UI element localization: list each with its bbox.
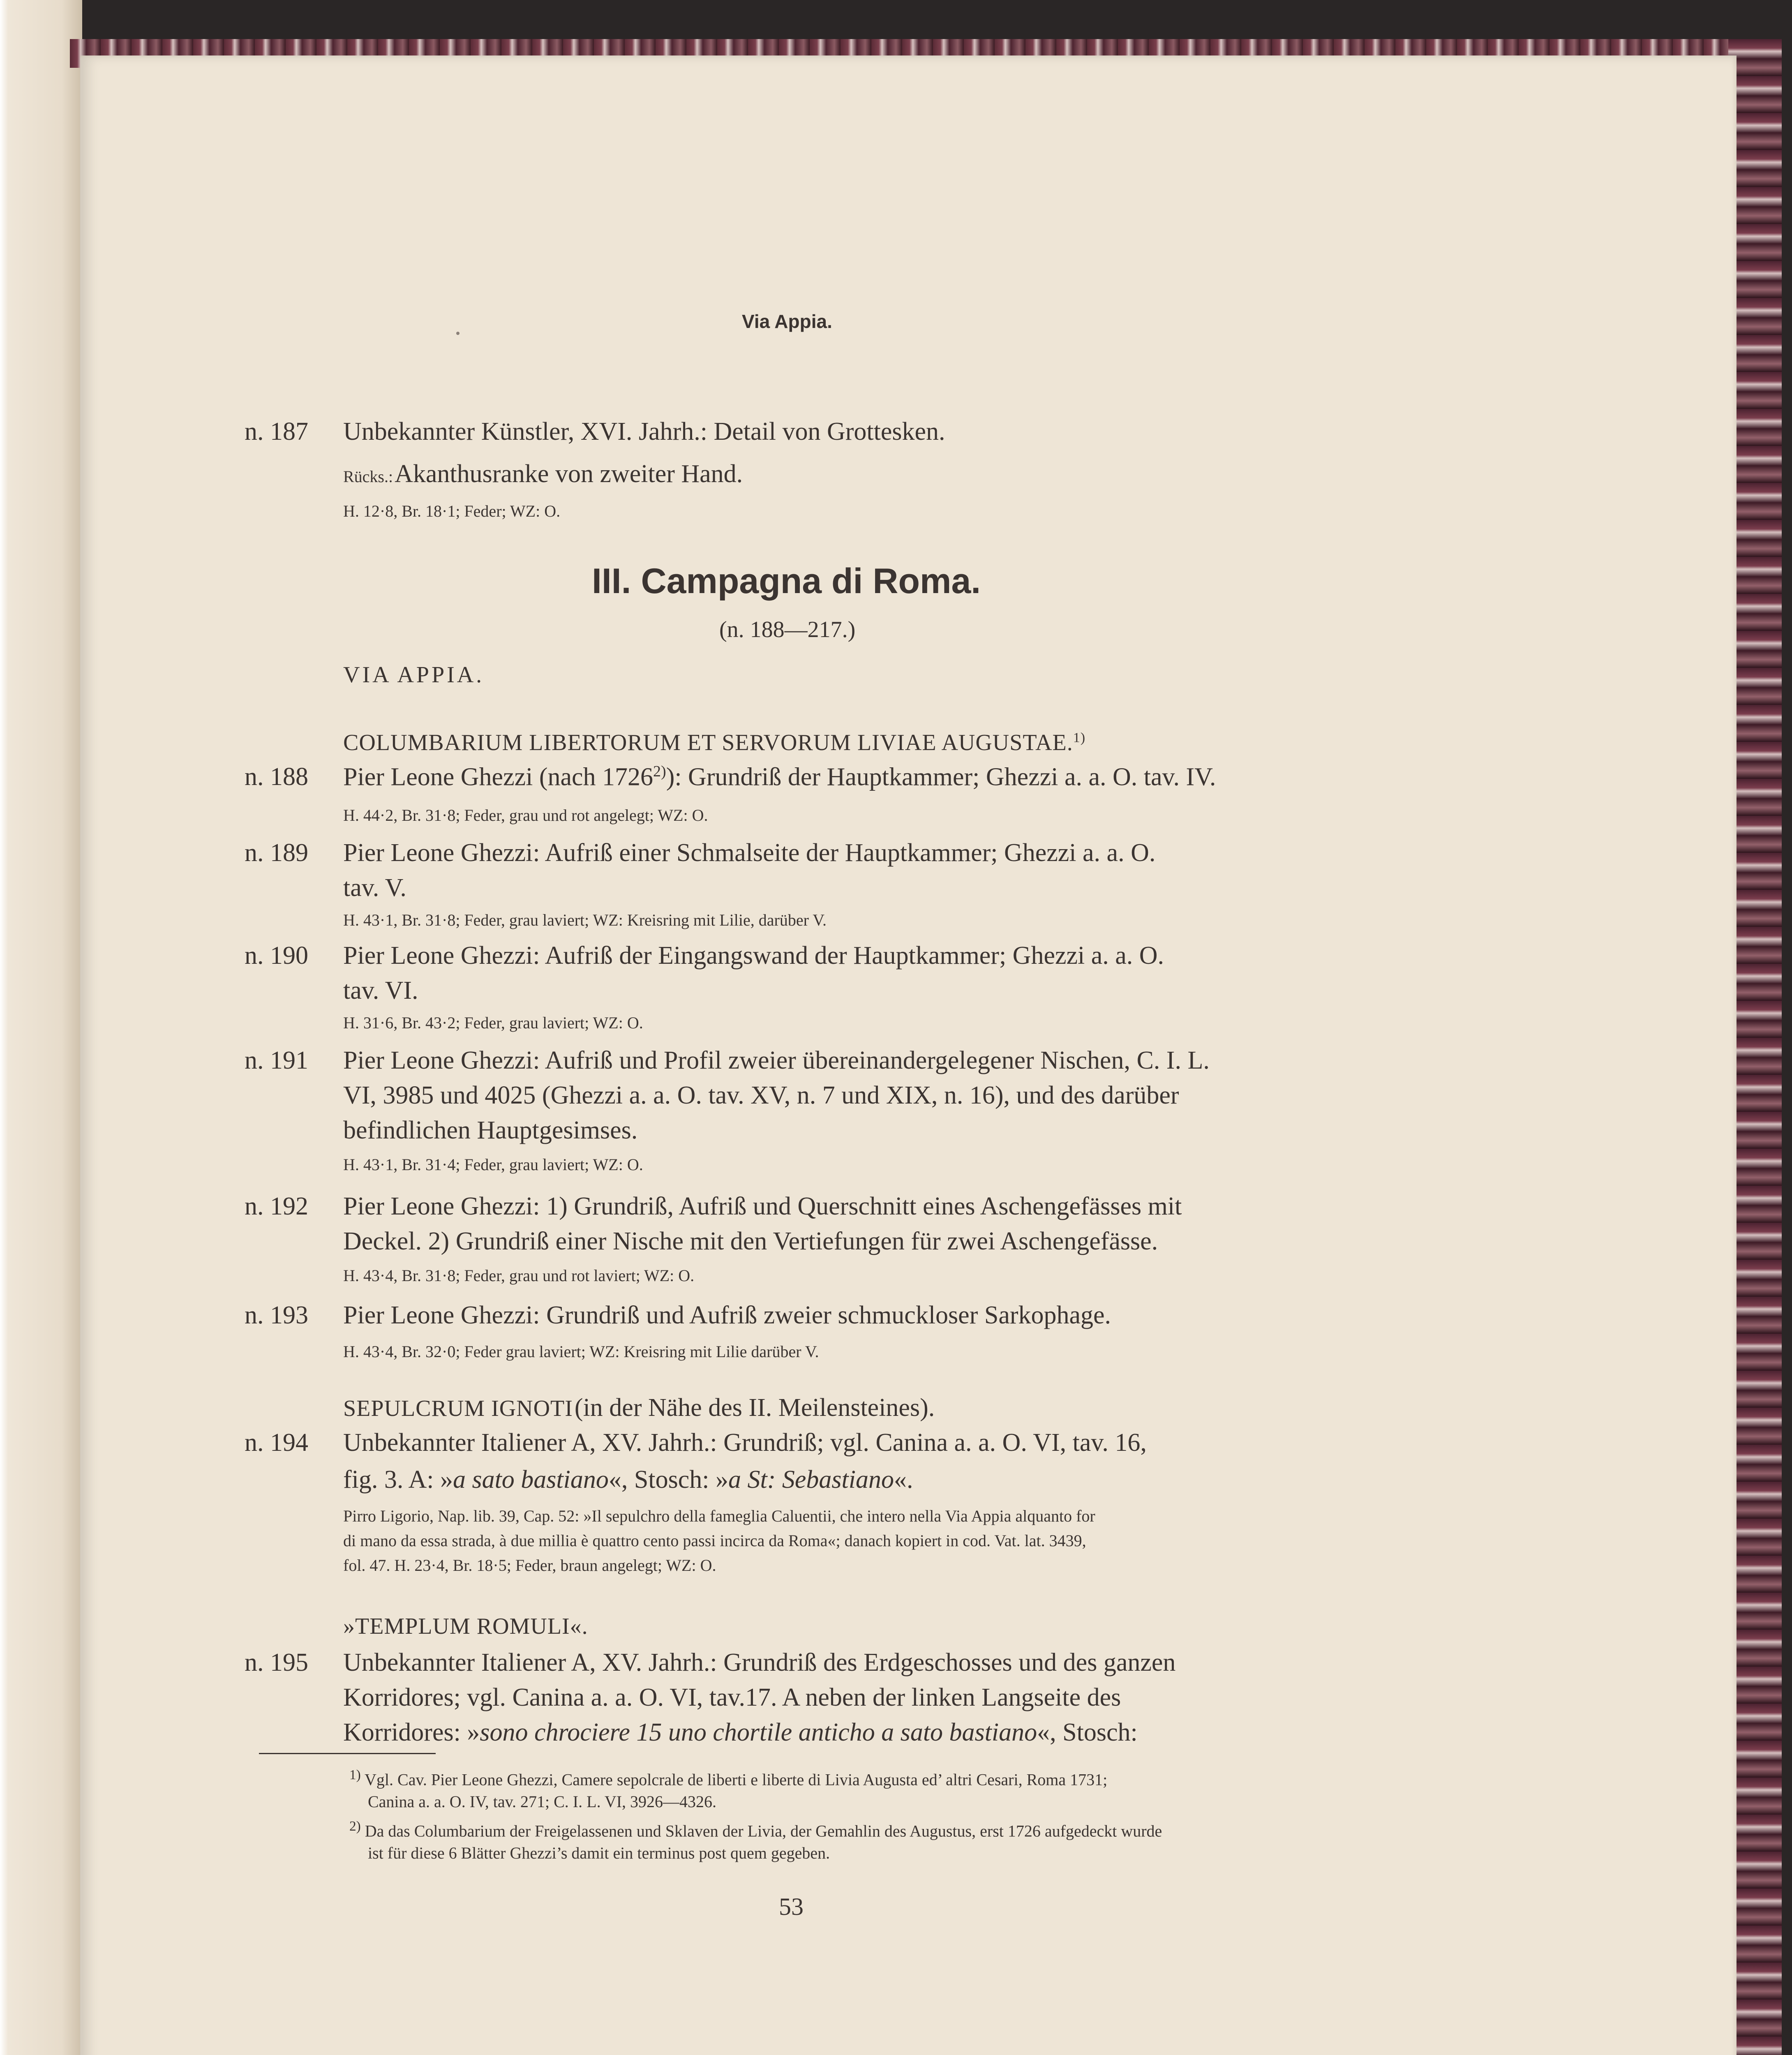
entry-text-b: ): Grundriß der Hauptkammer; Ghezzi a. a. O. tav. IV.: [666, 763, 1216, 791]
entry-text: [343, 1718, 1138, 1747]
book-page: [80, 55, 1737, 2055]
footnote-text: Vgl. Cav. Pier Leone Ghezzi, Camere sepolcrale de liberti e liberte di Livia Augusta ed’ altri Cesari, Roma 1731;: [365, 1770, 1108, 1789]
subsection-heading: [343, 1393, 935, 1422]
entry-text: VI, 3985 und 4025 (Ghezzi a. a. O. tav. XV, n. 7 und XIX, n. 16), und des darüber: [343, 1081, 1179, 1109]
speck: [456, 332, 460, 335]
subsection-heading: [343, 730, 1085, 756]
entry-note: fol. 47. H. 23·4, Br. 18·5; Feder, braun angelegt; WZ: O.: [343, 1556, 716, 1575]
entry-meta: H. 43·1, Br. 31·4; Feder, grau laviert; WZ: O.: [343, 1155, 643, 1174]
footnote-text: Da das Columbarium der Freigelassenen und Sklaven der Livia, der Gemahlin des Augustus, erst 1726 aufgedeckt wurde: [365, 1822, 1162, 1840]
entry-text: Unbekannter Italiener A, XV. Jahrh.: Grundriß; vgl. Canina a. a. O. VI, tav. 16,: [343, 1429, 1147, 1457]
section-title: III. Campagna di Roma.: [592, 561, 981, 601]
entry-number: n. 188: [245, 763, 308, 791]
entry-text: Unbekannter Künstler, XVI. Jahrh.: Detail von Grottesken.: [343, 418, 945, 446]
footnote-marker: 2): [349, 1819, 361, 1834]
footnote-rule: [259, 1753, 436, 1754]
running-head: Via Appia.: [742, 311, 832, 332]
entry-text: tav. V.: [343, 874, 406, 902]
entry-text: Deckel. 2) Grundriß einer Nische mit den Vertiefungen für zwei Aschengefässe.: [343, 1227, 1158, 1255]
subsection-heading-caps: SEPULCRUM IGNOTI: [343, 1396, 573, 1421]
entry-meta: H. 44·2, Br. 31·8; Feder, grau und rot angelegt; WZ: O.: [343, 806, 708, 824]
entry-number: n. 191: [245, 1046, 308, 1074]
entry-text-a: fig. 3. A: »: [343, 1466, 453, 1494]
entry-text-b: «, Stosch: »: [608, 1466, 728, 1494]
book-gutter: [0, 0, 82, 2055]
entry-text: Pier Leone Ghezzi: 1) Grundriß, Aufriß und Querschnitt eines Aschengefässes mit: [343, 1192, 1182, 1220]
entry-number: n. 194: [245, 1429, 308, 1457]
entry-text: Unbekannter Italiener A, XV. Jahrh.: Grundriß des Erdgeschosses und des ganzen: [343, 1649, 1176, 1676]
entry-number: n. 187: [245, 418, 308, 446]
entry-number: n. 189: [245, 839, 308, 867]
entry-text: Korridores; vgl. Canina a. a. O. VI, tav.17. A neben der linken Langseite des: [343, 1683, 1121, 1711]
footnote-marker: 1): [1073, 730, 1086, 746]
entry-meta: H. 31·6, Br. 43·2; Feder, grau laviert; WZ: O.: [343, 1014, 643, 1032]
quoted-inscription: a St: Sebastiano: [728, 1466, 894, 1494]
entry-meta: H. 43·1, Br. 31·8; Feder, grau laviert; WZ: Kreisring mit Lilie, darüber V.: [343, 911, 827, 929]
entry-meta: H. 12·8, Br. 18·1; Feder; WZ: O.: [343, 502, 561, 520]
entry-note: Pirro Ligorio, Nap. lib. 39, Cap. 52: »Il sepulchro della fameglia Caluentii, che intero nella Via Appia alquanto for: [343, 1507, 1095, 1525]
entry-text: Pier Leone Ghezzi: Aufriß einer Schmalseite der Hauptkammer; Ghezzi a. a. O.: [343, 839, 1156, 867]
entry-note: di mano da essa strada, à due millia è quattro cento passi incirca da Roma«; danach kopiert in cod. Vat. lat. 3439,: [343, 1531, 1086, 1550]
entry-meta: H. 43·4, Br. 31·8; Feder, grau und rot laviert; WZ: O.: [343, 1266, 695, 1285]
subsection-heading: »TEMPLUM ROMULI«.: [343, 1614, 588, 1639]
entry-text: Pier Leone Ghezzi: Aufriß und Profil zweier übereinandergelegener Nischen, C. I. L.: [343, 1046, 1210, 1074]
entry-number: n. 190: [245, 942, 308, 970]
entry-number: n. 195: [245, 1649, 308, 1676]
entry-text-a: Korridores: »: [343, 1718, 480, 1746]
entry-verso: [343, 459, 743, 489]
footnote-2: [349, 1819, 1162, 1840]
entry-text: Pier Leone Ghezzi: Grundriß und Aufriß zweier schmuckloser Sarkophage.: [343, 1301, 1111, 1329]
entry-text: befindlichen Hauptgesimses.: [343, 1116, 638, 1144]
quoted-inscription: sono chrociere 15 uno chortile anticho a sato bastiano: [480, 1718, 1037, 1746]
entry-text: Pier Leone Ghezzi: Aufriß der Eingangswand der Hauptkammer; Ghezzi a. a. O.: [343, 942, 1164, 970]
verso-label: Rücks.:: [343, 467, 393, 486]
entry-text: tav. VI.: [343, 977, 418, 1004]
quoted-inscription: a sato bastiano: [453, 1466, 609, 1494]
subsection-heading-text: COLUMBARIUM LIBERTORUM ET SERVORUM LIVIAE AUGUSTAE.: [343, 730, 1073, 755]
verso-text: Akanthusranke von zweiter Hand.: [395, 460, 743, 488]
section-subhead: VIA APPIA.: [343, 662, 485, 688]
section-range: (n. 188—217.): [719, 617, 856, 642]
entry-text-a: Pier Leone Ghezzi (nach 1726: [343, 763, 654, 791]
footnote-marker: 1): [349, 1767, 361, 1783]
entry-number: n. 192: [245, 1192, 308, 1220]
entry-text-c: «.: [894, 1466, 913, 1494]
entry-text-b: «, Stosch:: [1037, 1718, 1138, 1746]
entry-text: [343, 1465, 913, 1494]
entry-text: [343, 762, 1216, 792]
footnote-2-cont: ist für diese 6 Blätter Ghezzi’s damit ein terminus post quem gegeben.: [368, 1844, 830, 1862]
footnote-1: [349, 1767, 1107, 1789]
entry-number: n. 193: [245, 1301, 308, 1329]
entry-meta: H. 43·4, Br. 32·0; Feder grau laviert; WZ: Kreisring mit Lilie darüber V.: [343, 1342, 819, 1361]
page-number: 53: [779, 1893, 804, 1920]
subsection-heading-rest: (in der Nähe des II. Meilensteines).: [574, 1394, 935, 1422]
footnote-marker: 2): [653, 763, 666, 780]
footnote-1-cont: Canina a. a. O. IV, tav. 271; C. I. L. VI, 3926—4326.: [368, 1792, 717, 1811]
